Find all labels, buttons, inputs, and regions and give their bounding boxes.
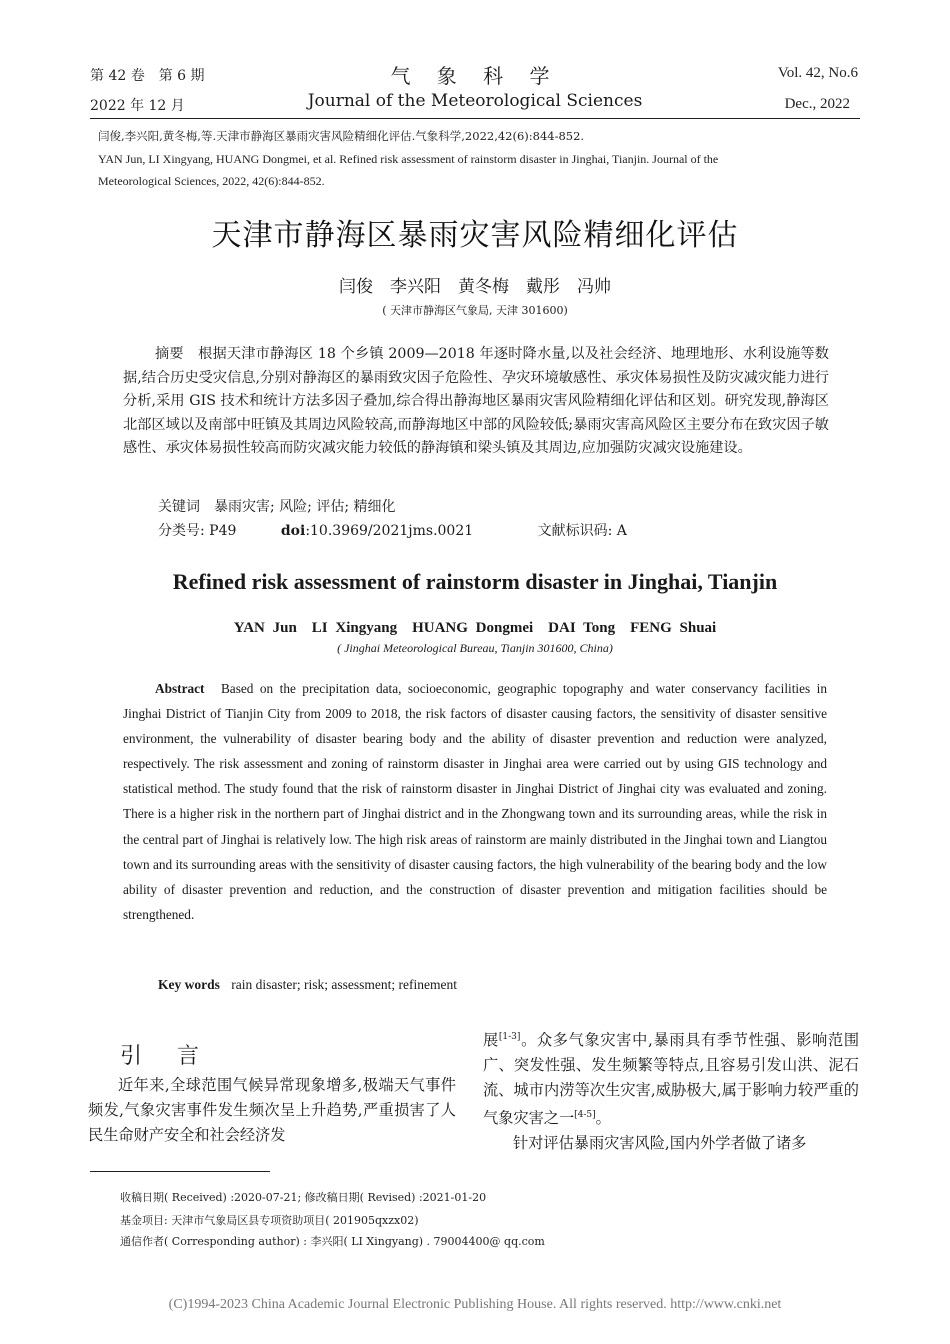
footnote-fund: 基金项目: 天津市气象局区县专项资助项目( 201905qxzx02)	[120, 1214, 419, 1227]
citation-en-line2: Meteorological Sciences, 2022, 42(6):844-852.	[98, 174, 325, 188]
intro-right-column	[483, 1025, 859, 1156]
authors-cn: 闫俊 李兴阳 黄冬梅 戴彤 冯帅	[339, 277, 611, 297]
footnote-rule	[90, 1171, 270, 1172]
clc-number: 分类号: P49	[158, 523, 237, 539]
affiliation-en: ( Jinghai Meteorological Bureau, Tianjin 301600, China)	[337, 641, 613, 655]
citation-cn: 闫俊,李兴阳,黄冬梅,等.天津市静海区暴雨灾害风险精细化评估.气象科学,2022,42(6):844-852.	[98, 129, 585, 143]
abstract-en	[123, 676, 827, 927]
intro-paragraph-2: 针对评估暴雨灾害风险,国内外学者做了诸多	[513, 1134, 807, 1153]
keywords-en-label: Key words	[158, 977, 220, 992]
abstract-en-label: Abstract	[155, 681, 205, 696]
document-code: 文献标识码: A	[537, 523, 627, 539]
citation-ref: [4-5]	[574, 1110, 596, 1121]
volume-issue-cn: 第 42 卷 第 6 期	[90, 68, 205, 84]
header-rule	[90, 118, 860, 119]
journal-name-en: Journal of the Meteorological Sciences	[307, 91, 643, 111]
footnote-corresponding: 通信作者( Corresponding author) : 李兴阳( LI Xingyang) . 79004400@ qq.com	[120, 1235, 545, 1248]
abstract-cn: 摘要 根据天津市静海区 18 个乡镇 2009—2018 年逐时降水量,以及社会经济、地理地形、水利设施等数据,结合历史受灾信息,分别对静海区的暴雨致灾因子危险性、孕灾环境敏感性、承灾体易损性及防灾减灾能力进行分析,采用 GIS 技术和统计方法多因子叠加,综合得出静海地区暴雨灾害风险精细化评估和区划。研究发现,静海区北部区域以及南部中旺镇及其周边风险较高,而静海地区中部的风险较低;暴雨灾害高风险区主要分布在致灾因子敏感性、承灾体易损性较高而防灾减灾能力较低的静海镇和梁头镇及其周边,应加强防灾减灾设施建设。	[123, 346, 829, 456]
intro-paragraph-1: 展[1-3]。众多气象灾害中,暴雨具有季节性强、影响范围广、突发性强、发生频繁等特点,且容易引发山洪、泥石流、城市内涝等次生灾害,威胁极大,属于影响力较严重的气象灾害之一[4-5]。	[483, 1031, 860, 1128]
authors-en: YAN Jun LI Xingyang HUANG Dongmei DAI Tong FENG Shuai	[233, 620, 717, 636]
classification-line	[158, 520, 858, 540]
footnote-received: 收稿日期( Received) :2020-07-21; 修改稿日期( Revised) :2021-01-20	[120, 1191, 487, 1204]
doi-label: doi	[280, 523, 306, 539]
section-heading-intro: 引 言	[120, 1044, 213, 1069]
keywords-en	[158, 977, 457, 993]
journal-name-cn: 气 象 科 学	[390, 64, 560, 88]
keywords-en-text: rain disaster; risk; assessment; refinement	[231, 977, 457, 992]
copyright-notice: (C)1994-2023 China Academic Journal Electronic Publishing House. All rights reserved. http://www.cnki.net	[168, 1297, 782, 1312]
title-en: Refined risk assessment of rainstorm disaster in Jinghai, Tianjin	[172, 569, 778, 594]
keywords-cn: 关键词 暴雨灾害; 风险; 评估; 精细化	[158, 499, 396, 515]
page-title: 天津市静海区暴雨灾害风险精细化评估	[211, 218, 739, 253]
abstract-en-text: Based on the precipitation data, socioeconomic, geographic topography and water conservancy facilities in Jinghai District of Tianjin City from 2009 to 2018, the risk factors of disaster causing factors, the sensitivity of disaster sensitive environment, the vulnerability of disaster bearing body and the ability of disaster prevention and reduction were analyzed, respectively. The risk assessment and zoning of rainstorm disaster in Jinghai area were carried out by using GIS technology and statistical method. The study found that the risk of rainstorm disaster in Jinghai District of Jinghai city was evaluated and zoning. There is a higher risk in the northern part of Jinghai district and in the Zhongwang town and its surrounding areas, while the risk in the central part of Jinghai is relatively low. The high risk areas of rainstorm are mainly distributed in the Jinghai town and Liangtou town and its surrounding areas with the sensitivity of disaster causing factors, the high vulnerability of the bearing body and the low ability of disaster prevention and reduction, and the construction of disaster prevention and mitigation facilities should be strengthened.	[123, 681, 827, 922]
doi-value: :10.3969/2021jms.0021	[305, 523, 474, 539]
citation-en-line1: YAN Jun, LI Xingyang, HUANG Dongmei, et al. Refined risk assessment of rainstorm disaster in Jinghai, Tianjin. Journal of the	[98, 152, 719, 166]
date-cn: 2022 年 12 月	[90, 98, 185, 114]
citation-ref: [1-3]	[498, 1032, 521, 1042]
affiliation-cn: ( 天津市静海区气象局, 天津 301600)	[382, 304, 568, 317]
volume-issue-en: Vol. 42, No.6	[777, 65, 858, 81]
intro-left-column: 近年来,全球范围气候异常现象增多,极端天气事件频发,气象灾害事件发生频次呈上升趋势,严重损害了人民生命财产安全和社会经济发	[88, 1076, 456, 1144]
date-en: Dec., 2022	[784, 96, 850, 112]
